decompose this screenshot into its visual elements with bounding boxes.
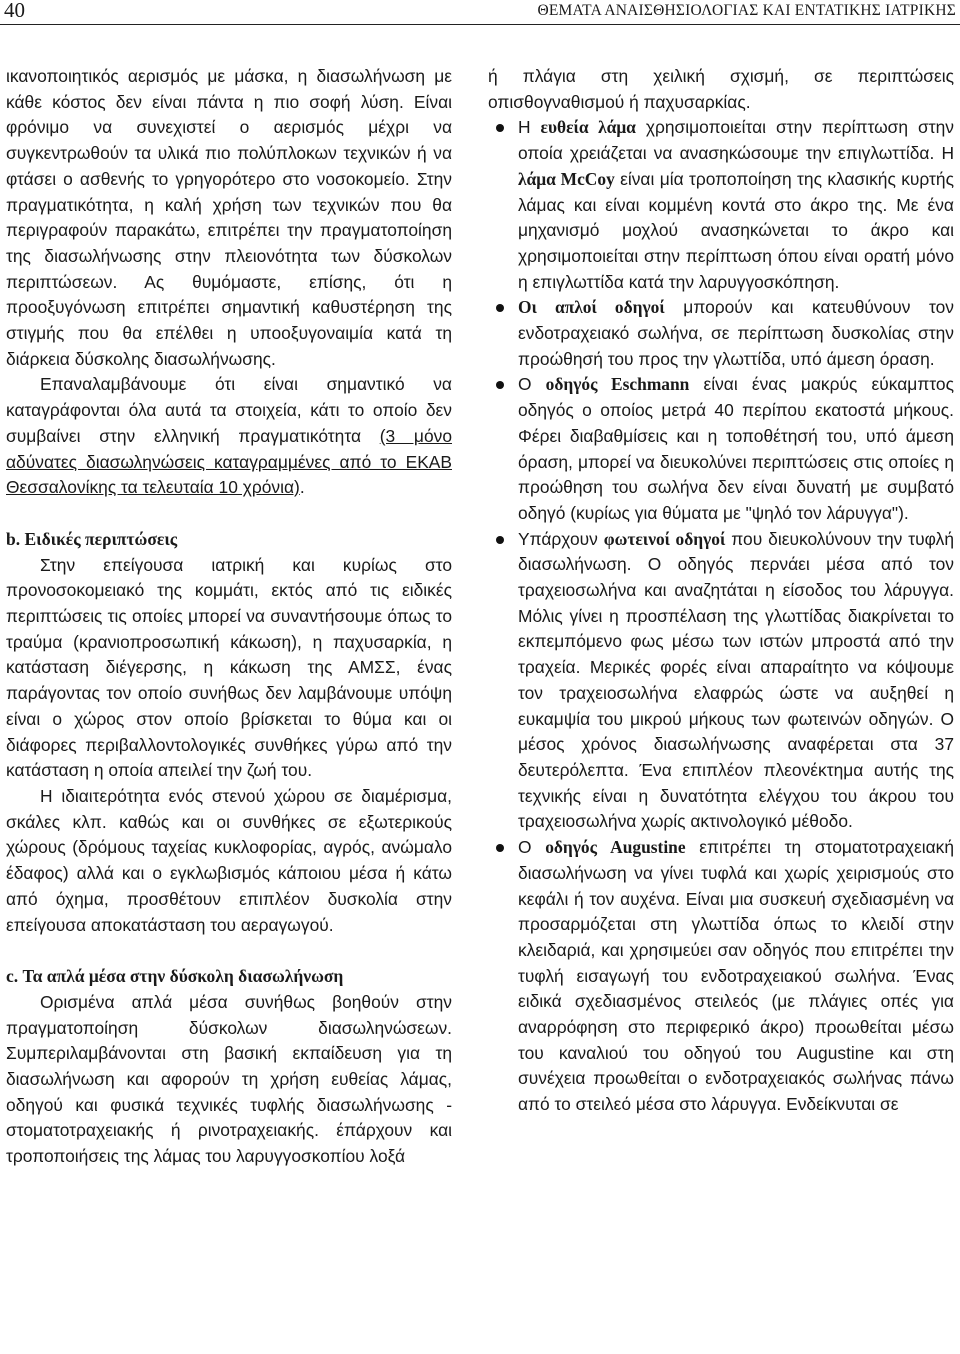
text: επιτρέπει τη στοματοτραχειακή διασωλήνωση να γίνει τυφλά και χωρίς χειρισμούς στο κεφάλι ή τον αυχένα. Είναι μια συσκευή σχεδιασμένη να προσαρμόζεται στη γλωττίδα όπως το κλειδί στην κλειδαριά, και χρησιμεύει σαν οδηγός που επιτρέπει την τυφλή εισαγωγή του ενδοτραχειακού σωλήνα. Ένας ειδικά σχεδιασμένος στειλεός (με πλάγιες οπές για αναρρόφηση στο περιφερικό άκρο) προωθείται μέσω του καναλιού του οδηγού του Augustine και στη συνέχεια προωθείται ο ενδοτραχειακός σωλήνας πάνω από το στειλεό μέσα στο λάρυγγα. Ενδείκνυται σε xyxy=(518,837,954,1115)
bold-term: οδηγός Augustine xyxy=(545,837,686,858)
text: Επαναλαμβάνουμε ότι είναι σημαντικό να καταγράφονται όλα αυτά τα στοιχεία, κάτι το οποίο δεν συμβαίνει στην ελληνική πραγματικότητα xyxy=(6,374,452,446)
bullet-icon xyxy=(496,536,504,544)
list-item xyxy=(488,295,954,372)
text: . xyxy=(299,477,305,498)
spacer xyxy=(6,938,452,964)
paragraph: Στην επείγουσα ιατρική και κυρίως στο προνοσοκομειακό της κομμάτι, εκτός από τις ειδικές περιπτώσεις τις οποίες μπορεί να συναντήσουμε όπως το τραύμα (κρανιοπροσωπική κάκωση), η παχυσαρκία, η κατάσταση διέγερσης, η κάκωση της ΑΜΣΣ, ένας παράγοντας τον οποίο συνήθως δεν λαμβάνουμε υπόψη είναι ο χώρος στον οποίο βρίσκεται το θύμα και οι διάφορες περιβαλλοντολογικές συνθήκες γύρω από την κατάσταση η οποία απειλεί την ζωή του. xyxy=(6,554,452,781)
page-header xyxy=(0,0,960,22)
bullet-list xyxy=(488,115,954,1117)
list-item xyxy=(488,835,954,1118)
paragraph: ή πλάγια στη χειλική σχισμή, σε περιπτώσεις οπισθογναθισμού ή παχυσαρκίας. xyxy=(488,66,954,112)
paragraph xyxy=(6,372,452,501)
right-column xyxy=(488,64,954,1118)
bullet-icon xyxy=(496,124,504,132)
text: Ο xyxy=(518,837,546,858)
section-heading-b: b. Ειδικές περιπτώσεις xyxy=(6,528,178,549)
bold-term: Οι απλοί οδηγοί xyxy=(518,297,665,318)
bold-term: φωτεινοί οδηγοί xyxy=(603,528,726,549)
page-number: 40 xyxy=(4,0,25,22)
paragraph: Ορισμένα απλά μέσα συνήθως βοηθούν στην πραγματοποίηση δύσκολων διασωληνώσεων. Συμπεριλαμβάνονται στη βασική εκπαίδευση για τη διασωλήνωση και αφορούν τη χρήση ευθείας λάμας, οδηγού και φυσικά τεχνικές τυφλής διασωλήνωσης - στοματοτραχειακής ή ρινοτραχειακής. έπάρχουν και τροποποιήσεις της λάμας του λαρυγγοσκοπίου λοξά xyxy=(6,991,452,1167)
paragraph: Η ιδιαιτερότητα ενός στενού χώρου σε διαμέρισμα, σκάλες κλπ. καθώς και οι συνθήκες σε εξωτερικούς χώρους (δρόμους ταχείας κυκλοφορίας, αγρός, ανώμαλο έδαφος) αλλά και ο εγκλωβισμός κάποιου μέσα ή κάτω από όχημα, προσθέτουν επιπλέον δυσκολία στην επείγουσα αποκατάσταση του αεραγωγού. xyxy=(6,785,452,935)
text: που διευκολύνουν την τυφλή διασωλήνωση. Ο οδηγός περνάει μέσα από τον τραχειοσωλήνα και αναζητάται η είσοδος του λάρυγγα. Μόλις γίνει η προσπέλαση της γλωττίδας διακρίνεται το εκπεμπόμενο φως μέσω των ιστών μπροστά από την τραχεία. Μερικές φορές είναι απαραίτητο να κόψουμε τον τραχειοσωλήνα ελαφρώς ώστε να αυξηθεί η ευκαμψία του μικρού μήκους των φωτεινών οδηγών. Ο μέσος χρόνος διασωλήνωσης αναφέρεται στα 37 δευτερόλεπτα. Ένα επιπλέον πλεονέκτημα αυτής της τεχνικής είναι η δυνατότητα ελέγχου του άκρου του τραχειοσωλήνα χωρίς ακτινολογικό μέθοδο. xyxy=(518,528,954,832)
header-rule xyxy=(0,24,960,25)
section-heading-c: c. Τα απλά μέσα στην δύσκολη διασωλήνωση xyxy=(6,966,344,987)
paragraph: ικανοποιητικός αερισμός με μάσκα, η διασωλήνωση με κάθε κόστος δεν είναι πάντα η πιο σοφή λύση. Είναι φρόνιμο να συνεχιστεί ο αερισμός μέχρι να συγκεντρωθούν τα υλικά πιο πολύπλοκων τεχνικών ή να φτάσει ο ασθενής το γρηγορότερο στο νοσοκομείο. Στην πραγματικότητα, η καλή χρήση των τεχνικών που θα περιγραφούν παρακάτω, επιτρέπει την πραγματοποίηση της διασωλήνωσης στην πλειονότητα των δύσκολων περιπτώσεων. Ας θυμόμαστε, επίσης, ότι η προοξυγόνωση επιτρέπει σημαντική καθυστέρηση της στιγμής που θα επέλθει η υποοξυγοναιμία κατά τη διάρκεια δύσκολης διασωλήνωσης. xyxy=(6,66,452,369)
bold-term: οδηγός Eschmann xyxy=(545,374,690,395)
text: Ο xyxy=(518,374,546,395)
text: Η xyxy=(518,117,541,138)
bold-term: λάμα McCoy xyxy=(518,168,615,189)
underlined-text: (3 μόνο αδύνατες διασωληνώσεις καταγραμμένες από το ΕΚΑΒ Θεσσαλονίκης τα τελευταία 10 χρόνια) xyxy=(6,425,452,498)
text: είναι ένας μακρύς εύκαμπτος οδηγός ο οποίος μετρά 40 περίπου εκατοστά μήκους. Φέρει διαβαθμίσεις και η τοποθέτησή του, υπό άμεση όραση, μπορεί να διευκολύνει περιπτώσεις στις οποίες η προώθηση του σωλήνα δεν είναι δυνατή με συμβατό οδηγό (κυρίως για θύματα με "ψηλό τον λάρυγγα"). xyxy=(518,374,954,523)
text: είναι μία τροποποίηση της κλασικής κυρτής λάμας και είναι κομμένη κοντά στο άκρο της. Με ένα μηχανισμό μοχλού ανασηκώνεται το άκρο και χρησιμοποιείται στην περίπτωση όπου είναι ορατή μόνο η επιγλωττίδα κατά την λαρυγγοσκόπηση. xyxy=(518,168,954,292)
bullet-icon xyxy=(496,304,504,312)
text: μπορούν και κατευθύνουν τον ενδοτραχειακό σωλήνα, σε περίπτωση δυσκολίας στην προώθησή του προς την γλωττίδα, υπό άμεση όραση. xyxy=(518,297,954,369)
left-column xyxy=(6,64,452,1170)
bullet-icon xyxy=(496,844,504,852)
list-item xyxy=(488,115,954,295)
text: χρησιμοποιείται στην περίπτωση στην οποία χρειάζεται να ανασηκώσουμε την επιγλωττίδα. Η xyxy=(518,117,954,164)
text: Υπάρχουν xyxy=(518,528,604,549)
list-item xyxy=(488,527,954,835)
bold-term: ευθεία λάμα xyxy=(540,117,636,138)
list-item xyxy=(488,372,954,526)
spacer xyxy=(6,501,452,527)
bullet-icon xyxy=(496,381,504,389)
running-head: ΘΕΜΑΤΑ ΑΝΑΙΣΘΗΣΙΟΛΟΓΙΑΣ ΚΑΙ ΕΝΤΑΤΙΚΗΣ ΙΑΤΡΙΚΗΣ xyxy=(537,2,956,19)
